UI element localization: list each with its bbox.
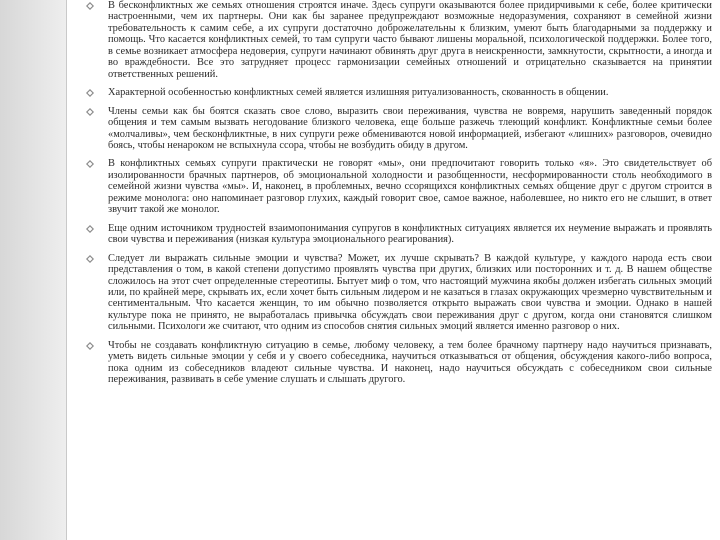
bullet-item-7 xyxy=(86,340,712,386)
bullet-item-1 xyxy=(86,0,712,80)
diamond-bullet-icon xyxy=(86,160,94,168)
diamond-bullet-icon xyxy=(86,255,94,263)
slide-content xyxy=(86,0,712,393)
diamond-bullet-icon xyxy=(86,89,94,97)
bullet-item-3 xyxy=(86,106,712,152)
bullet-item-6 xyxy=(86,253,712,333)
bullet-text: Характерной особенностью конфликтных семей является излишняя ритуализованность, скованность в общении. xyxy=(108,87,609,99)
bullet-text: Члены семьи как бы боятся сказать свое слово, выразить свои переживания, чувства не вовремя, нарушить заведенный порядок общения и тем самым вызвать негодование близкого человека, еще больше разжечь тлеющий конфликт. Конфликтные семьи более «молчаливы», чем бесконфликтные, в них супруги реже обмениваются новой информацией, избегают «лишних» разговоров, очевидно боясь, чтобы ненароком не вспыхнула ссора, чтобы не возбудить обиду в другом. xyxy=(108,105,712,151)
margin-divider xyxy=(66,0,67,540)
left-margin-band xyxy=(0,0,66,540)
bullet-item-2 xyxy=(86,87,712,98)
diamond-bullet-icon xyxy=(86,225,94,233)
bullet-text: В конфликтных семьях супруги практически не говорят «мы», они предпочитают говорить только «я». Это свидетельствует об изолированности брачных партнеров, об эмоциональной холодности и разобщенности, несформированности столь необходимого в семейной жизни чувства «мы». И, наконец, в проблемных, вечно ссорящихся конфликтных семьях общение друг с другом строится в режиме монолога: оно напоминает разговор глухих, каждый говорит свое, самое важное, наболевшее, но никто его не слышит, в ответ звучит такой же монолог. xyxy=(108,158,712,216)
diamond-bullet-icon xyxy=(86,108,94,116)
bullet-item-4 xyxy=(86,158,712,215)
bullet-text: Следует ли выражать сильные эмоции и чувства? Может, их лучше скрывать? В каждой культуре, у каждого народа есть свои представления о том, в какой степени допустимо проявлять чувства при других, близких или посторонних и т. д. В нашем обществе сложилось на этот счет определенные стереотипы. Бытует миф о том, что настоящий мужчина якобы должен избегать сильных эмоций или, по крайней мере, скрывать их, если хочет быть сильным лидером и не казаться в глазах окружающих чрезмерно чувствительным и сентиментальным. Что касается женщин, то им обычно позволяется открыто выражать свои чувства и эмоции. Однако в нашей культуре пока не принято, не выработалась привычка обсуждать свои переживания друг с другом, когда они становятся слишком сильными. Психологи же считают, что одним из способов снятия сильных эмоций является именно разговор о них. xyxy=(108,252,712,333)
diamond-bullet-icon xyxy=(86,342,94,350)
bullet-text: Чтобы не создавать конфликтную ситуацию в семье, любому человеку, а тем более брачному партнеру надо научиться признавать, уметь видеть сильные эмоции у себя и у своего собеседника, научиться отказываться от общения, обсуждения какого-либо вопроса, пока одним из собеседников владеют сильные чувства. И наконец, надо научиться обсуждать с собеседником свои сильные переживания, развивать в себе умение слушать и слышать другого. xyxy=(108,339,712,386)
bullet-text: В бесконфликтных же семьях отношения строятся иначе. Здесь супруги оказываются более придирчивыми к себе, более критически настроенными, чем их партнеры. Они как бы заранее предупреждают возможные недоразумения, сохраняют в семейной жизни требовательность к самим себе, а их супруги достаточно доброжелательны к близким, умеют быть благодарными за поддержку и помощь. Что касается конфликтных семей, то там супруги часто бывают лишены моральной, психологической поддержки. Более того, в семье возникает атмосфера недоверия, супруги начинают обвинять друг друга в неискренности, замкнутости, скрытности, а иногда и во враждебности. Все это затрудняет процесс гармонизации семейных отношений и отрицательно сказывается на принятии ответственных решений. xyxy=(108,0,712,80)
bullet-text: Еще одним источником трудностей взаимопонимания супругов в конфликтных ситуациях является их неумение выражать и проявлять свои чувства и переживания (низкая культура эмоционального реагирования). xyxy=(108,222,712,246)
diamond-bullet-icon xyxy=(86,2,94,10)
bullet-list xyxy=(86,0,712,386)
bullet-item-5 xyxy=(86,223,712,246)
